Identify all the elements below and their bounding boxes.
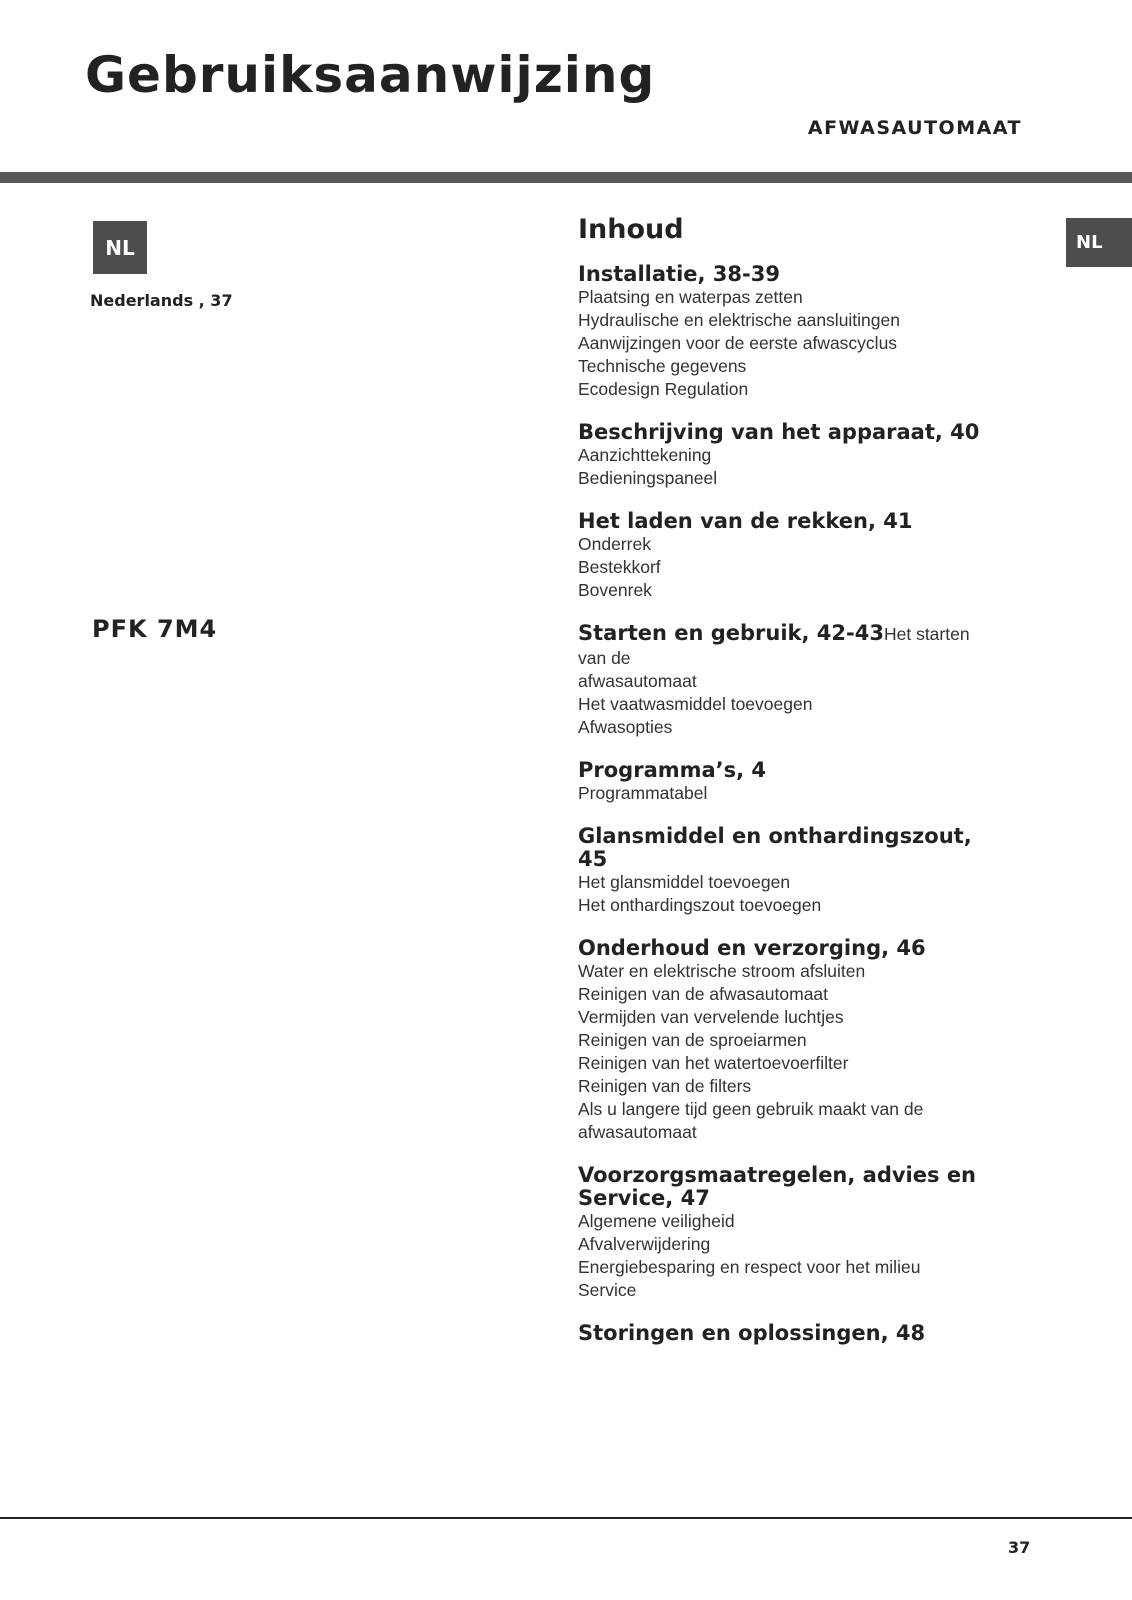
toc-section-title-continued: Service, 47	[578, 1186, 710, 1211]
toc-item: Reinigen van de sproeiarmen	[578, 1030, 807, 1051]
toc-heading: Inhoud	[578, 214, 684, 245]
toc-item: Service	[578, 1280, 637, 1301]
toc-item: afwasautomaat	[578, 1122, 697, 1143]
toc-section-storingen	[578, 1322, 998, 1345]
toc-item: Het vaatwasmiddel toevoegen	[578, 694, 813, 715]
toc-section-glansmiddel	[578, 825, 998, 917]
toc-item: Technische gegevens	[578, 356, 747, 377]
toc-item: Programmatabel	[578, 783, 708, 804]
toc-item: Aanzichttekening	[578, 445, 712, 466]
toc-item: afwasautomaat	[578, 671, 697, 692]
toc-item: Het onthardingszout toevoegen	[578, 895, 822, 916]
toc-item: Vermijden van vervelende luchtjes	[578, 1007, 844, 1028]
toc-item: Het glansmiddel toevoegen	[578, 872, 791, 893]
toc-item: Reinigen van het watertoevoerfilter	[578, 1053, 849, 1074]
language-tab: NL	[1066, 218, 1132, 267]
footer-divider	[0, 1517, 1132, 1519]
toc-section-title: Voorzorgsmaatregelen, advies en	[578, 1163, 977, 1188]
language-page-reference: Nederlands , 37	[90, 291, 233, 310]
toc-item: Onderrek	[578, 534, 651, 555]
toc-section-title: Programma’s, 4	[578, 758, 767, 783]
document-subtitle: AFWASAUTOMAAT	[807, 117, 1022, 139]
toc-section-onderhoud	[578, 937, 998, 1144]
header-divider	[0, 172, 1132, 183]
toc-item: Bedieningspaneel	[578, 468, 718, 489]
page-number: 37	[1008, 1538, 1031, 1557]
toc-item: Bovenrek	[578, 580, 652, 601]
toc-section-installatie	[578, 263, 998, 401]
toc-item: Reinigen van de filters	[578, 1076, 752, 1097]
toc-section-voorzorgsmaatregelen	[578, 1164, 998, 1302]
toc-section-title: Beschrijving van het apparaat, 40	[578, 420, 980, 445]
toc-item: Reinigen van de afwasautomaat	[578, 984, 829, 1005]
language-badge: NL	[93, 221, 147, 274]
toc-item: Als u langere tijd geen gebruik maakt van de	[578, 1099, 924, 1120]
toc-section-beschrijving	[578, 421, 998, 490]
toc-section-title: Starten en gebruik, 42-43	[578, 621, 884, 646]
toc-item-inline: Het starten van de	[578, 624, 970, 669]
toc-section-starten	[578, 622, 998, 739]
toc-section-laden	[578, 510, 998, 602]
toc-section-title: Onderhoud en verzorging, 46	[578, 936, 926, 961]
toc-item: Water en elektrische stroom afsluiten	[578, 961, 866, 982]
toc-item: Hydraulische en elektrische aansluitingen	[578, 310, 900, 331]
toc-section-title: Glansmiddel en onthardingszout, 45	[578, 824, 972, 872]
toc-item: Energiebesparing en respect voor het milieu	[578, 1257, 921, 1278]
toc-item: Afvalverwijdering	[578, 1234, 711, 1255]
toc-item: Aanwijzingen voor de eerste afwascyclus	[578, 333, 898, 354]
model-number: PFK 7M4	[92, 615, 218, 643]
toc-item: Bestekkorf	[578, 557, 661, 578]
document-title: Gebruiksaanwijzing	[85, 46, 656, 104]
toc-section-title-row	[578, 622, 998, 670]
toc-section-title: Installatie, 38-39	[578, 262, 780, 287]
toc-item: Algemene veiligheid	[578, 1211, 735, 1232]
table-of-contents	[578, 214, 998, 1365]
toc-section-title: Storingen en oplossingen, 48	[578, 1321, 926, 1346]
toc-section-programmas	[578, 759, 998, 805]
toc-item: Ecodesign Regulation	[578, 379, 749, 400]
toc-item: Afwasopties	[578, 717, 673, 738]
toc-section-title: Het laden van de rekken, 41	[578, 509, 913, 534]
toc-item: Plaatsing en waterpas zetten	[578, 287, 803, 308]
